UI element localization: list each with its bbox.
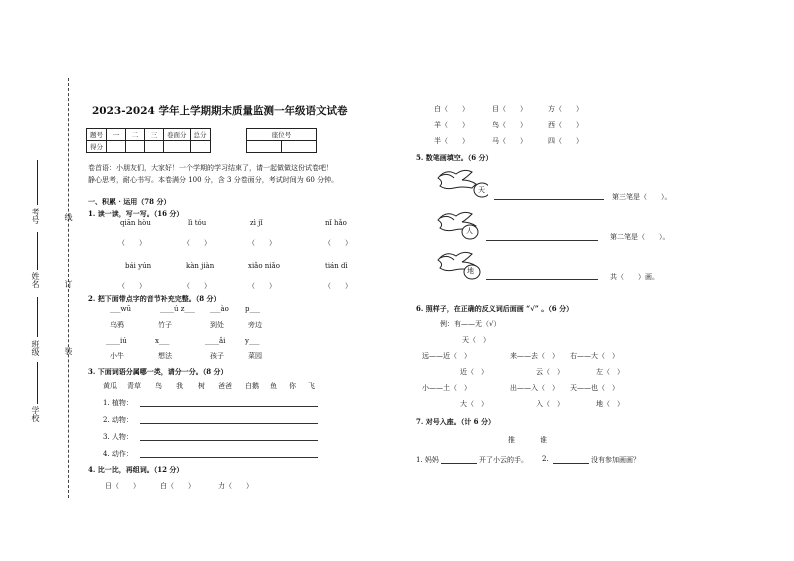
antonym-item[interactable]: 右——大（ ）	[570, 352, 619, 360]
answer-line[interactable]	[140, 423, 318, 424]
answer-paren[interactable]: （ ）	[324, 282, 352, 290]
q6-title: 6. 照样子，在正确的反义词后面画 “√” 。（6 分）	[416, 304, 574, 313]
score-header: 三	[145, 129, 164, 141]
q3-title: 3. 下面词语分属哪一类，请分一分。（8 分）	[88, 367, 228, 376]
word: 白鹅	[245, 382, 259, 390]
answer-line[interactable]	[486, 279, 598, 280]
field-class-line	[37, 297, 38, 337]
antonym-item[interactable]: 小——土（ ）	[422, 384, 471, 392]
syllable-blank[interactable]: p___	[245, 305, 260, 313]
antonym-item[interactable]: 近（ ）	[460, 368, 488, 376]
compare-item[interactable]: 半（ ）	[434, 137, 469, 145]
score-header: 卷面分	[164, 129, 191, 141]
word: 到处	[210, 321, 224, 329]
pinyin: qiān hòu	[120, 219, 151, 227]
answer-line[interactable]	[553, 463, 589, 464]
compare-item[interactable]: 力（ ）	[218, 482, 253, 490]
antonym-item[interactable]: 地（ ）	[596, 400, 624, 408]
option-word: 推	[508, 436, 515, 444]
score-row-label: 得分	[87, 141, 107, 153]
antonym-item[interactable]: 云（ ）	[536, 368, 564, 376]
seat-cell[interactable]	[282, 141, 317, 153]
option-word: 谁	[540, 436, 547, 444]
word: 我	[176, 382, 183, 390]
word: 树	[198, 382, 205, 390]
seat-header: 座位号	[247, 129, 317, 141]
q4-title: 4. 比一比，再组词。（12 分）	[88, 465, 184, 474]
score-header: 一	[107, 129, 126, 141]
answer-paren[interactable]: （ ）	[248, 282, 276, 290]
bird-char: 地	[467, 267, 474, 275]
answer-paren[interactable]: （ ）	[183, 282, 211, 290]
syllable-blank[interactable]: ____ú z___	[160, 305, 195, 313]
intro-line-1: 卷首语：小朋友们，大家好！一个学期的学习结束了，请一起做做这份试卷吧！	[88, 164, 333, 172]
pinyin: tián dì	[325, 262, 348, 270]
answer-line[interactable]	[486, 240, 598, 241]
answer-paren[interactable]: （ ）	[183, 239, 211, 247]
word: 黄瓜	[103, 382, 117, 390]
word: 你	[289, 382, 296, 390]
stroke-question: 第三笔是（ ）。	[612, 193, 672, 201]
q7-title: 7. 对号入座。（计 6 分）	[416, 417, 495, 426]
word: 爸爸	[218, 382, 232, 390]
answer-line[interactable]	[140, 440, 318, 441]
answer-line[interactable]	[140, 457, 318, 458]
answer-paren[interactable]: （ ）	[248, 239, 276, 247]
compare-item[interactable]: 马（ ）	[492, 137, 527, 145]
binding-dashed-line	[68, 78, 69, 498]
q1-title: 1. 读一读，写一写。（16 分）	[88, 209, 184, 218]
antonym-item[interactable]: 天（ ）	[462, 336, 490, 344]
antonym-item[interactable]: 来——去（ ）	[510, 352, 559, 360]
field-exam-no: 考号	[31, 208, 40, 224]
syllable-blank[interactable]: ___wū	[110, 305, 131, 313]
compare-item[interactable]: 四（ ）	[548, 137, 583, 145]
score-cell[interactable]	[145, 141, 164, 153]
score-header: 题号	[87, 129, 107, 141]
word: 鸟	[155, 382, 162, 390]
syllable-blank[interactable]: ____ǎi	[205, 337, 226, 345]
q5-title: 5. 数笔画填空。（6 分）	[416, 153, 493, 162]
answer-line[interactable]	[494, 199, 604, 200]
antonym-item[interactable]: 天——也（ ）	[570, 384, 619, 392]
word: 鱼	[270, 382, 277, 390]
answer-paren[interactable]: （ ）	[324, 239, 352, 247]
page-title: 2023-2024 学年上学期期末质量监测一年级语文试卷	[92, 105, 348, 117]
pinyin: lì tóu	[188, 219, 207, 227]
pinyin: bái yún	[125, 262, 152, 270]
example-text: 例：有——无（√）	[440, 320, 501, 328]
category-label: 1. 植物：	[103, 399, 133, 407]
field-exam-no-line	[37, 160, 38, 205]
answer-paren[interactable]: （ ）	[118, 239, 146, 247]
q2-title: 2. 把下面带点字的音节补充完整。（8 分）	[88, 294, 221, 303]
category-label: 4. 动作：	[103, 450, 133, 458]
field-name: 姓名	[31, 272, 40, 288]
syllable-blank[interactable]: x___	[155, 337, 170, 345]
pinyin: zì jǐ	[250, 219, 263, 227]
score-cell[interactable]	[126, 141, 145, 153]
word: 菜园	[248, 352, 262, 360]
compare-item[interactable]: 西（ ）	[548, 121, 583, 129]
bird-icon	[436, 248, 488, 282]
bird-char: 人	[466, 227, 473, 235]
antonym-item[interactable]: 大（ ）	[460, 400, 488, 408]
field-name-line	[37, 232, 38, 270]
field-school: 学校	[31, 406, 40, 422]
pinyin: kàn jiàn	[186, 262, 215, 270]
field-class: 班级	[31, 340, 40, 356]
sentence-1-end: 开了小云的手。	[479, 456, 528, 464]
sentence-1-start: 1. 妈妈	[416, 456, 439, 464]
answer-line[interactable]	[441, 463, 477, 464]
antonym-item[interactable]: 远——近（ ）	[422, 352, 471, 360]
word: 竹子	[158, 321, 172, 329]
syllable-blank[interactable]: ____iú	[106, 337, 127, 345]
stroke-question: 共（ ）画。	[610, 273, 659, 281]
antonym-item[interactable]: 出——入（ ）	[510, 384, 559, 392]
word: 乌鸦	[110, 321, 124, 329]
score-header: 二	[126, 129, 145, 141]
bird-icon	[436, 208, 488, 242]
score-cell[interactable]	[107, 141, 126, 153]
seat-cell[interactable]	[247, 141, 282, 153]
syllable-blank[interactable]: ___ào	[210, 305, 229, 313]
compare-item[interactable]: 方（ ）	[548, 105, 583, 113]
word: 旁边	[248, 321, 262, 329]
word: 青草	[127, 382, 141, 390]
compare-item[interactable]: 鸟（ ）	[492, 121, 527, 129]
compare-item[interactable]: 白（ ）	[160, 482, 195, 490]
sentence-2-start: 2.	[542, 455, 549, 463]
compare-item[interactable]: 日（ ）	[105, 482, 140, 490]
antonym-item[interactable]: 左（ ）	[596, 368, 624, 376]
word: 孩子	[210, 352, 224, 360]
binding-mark-staple: 订	[64, 280, 73, 288]
word: 飞	[308, 382, 315, 390]
score-cell[interactable]	[190, 141, 210, 153]
section-heading: 一、积累 · 运用（78 分）	[88, 197, 171, 206]
pinyin: xiǎo niǎo	[248, 262, 280, 270]
binding-mark-line: 线	[64, 213, 73, 221]
field-school-line	[37, 362, 38, 404]
bird-char: 天	[478, 186, 485, 194]
seat-table	[246, 128, 317, 153]
sentence-2-end: 没有参加画画？	[591, 456, 640, 464]
score-cell[interactable]	[164, 141, 191, 153]
category-label: 2. 动物：	[103, 416, 133, 424]
intro-line-2: 静心思考，耐心书写。本卷满分 100 分，含 3 分卷面分，考试时间为 60 分钟。	[88, 176, 339, 184]
score-header: 总分	[190, 129, 210, 141]
stroke-question: 第二笔是（ ）。	[610, 233, 670, 241]
answer-paren[interactable]: （ ）	[118, 282, 146, 290]
score-table	[86, 128, 211, 153]
word: 小牛	[110, 352, 124, 360]
compare-item[interactable]: 白（ ）	[434, 105, 469, 113]
category-label: 3. 人物：	[103, 433, 133, 441]
word: 想法	[158, 352, 172, 360]
compare-item[interactable]: 羊（ ）	[434, 121, 469, 129]
answer-line[interactable]	[140, 406, 318, 407]
antonym-item[interactable]: 入（ ）	[536, 400, 564, 408]
compare-item[interactable]: 目（ ）	[492, 105, 527, 113]
binding-mark-pack: 装	[64, 347, 73, 355]
pinyin: nǐ hǎo	[325, 219, 347, 227]
syllable-blank[interactable]: y___	[245, 337, 260, 345]
